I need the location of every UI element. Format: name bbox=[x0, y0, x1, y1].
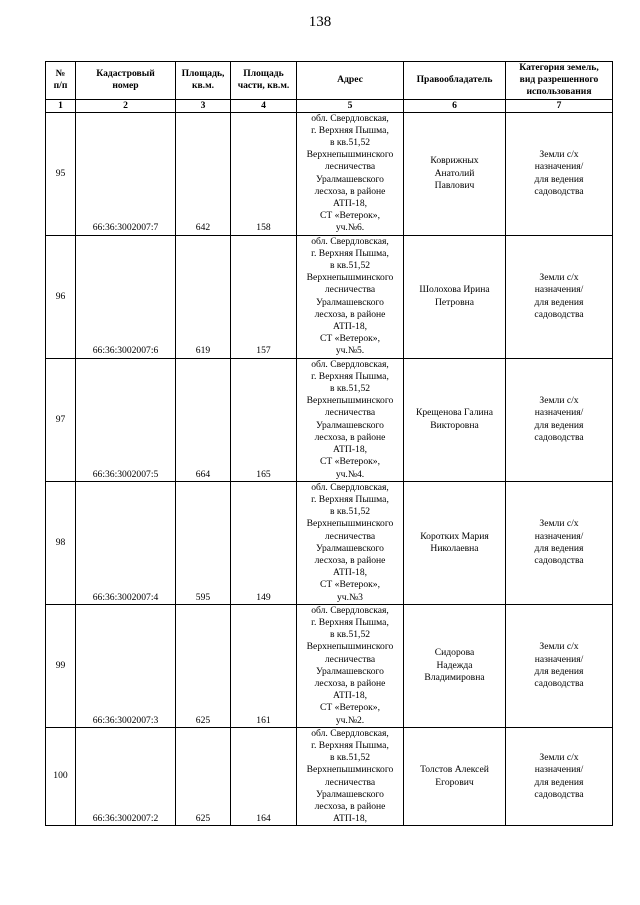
header-category bbox=[506, 62, 613, 100]
owner-cell-line: Толстов Алексей bbox=[420, 764, 489, 776]
category-cell-line: для ведения bbox=[534, 542, 584, 554]
address-cell-line: в кв.51,52 bbox=[329, 629, 371, 641]
table-row bbox=[46, 481, 613, 604]
address-cell-line: в кв.51,52 bbox=[329, 752, 371, 764]
owner-cell bbox=[404, 481, 506, 604]
address-cell-line: Верхнепышминского bbox=[306, 641, 394, 653]
category-cell-line: Земли с/х bbox=[539, 395, 579, 407]
cadastral-number: 66:36:3002007:7 bbox=[76, 112, 176, 235]
address-cell-line: лесничества bbox=[324, 776, 376, 788]
owner-cell bbox=[404, 358, 506, 481]
table-row bbox=[46, 727, 613, 826]
address-cell-line: АТП-18, bbox=[332, 813, 368, 825]
address-cell-line: Верхнепышминского bbox=[306, 764, 394, 776]
address-cell-line: г. Верхняя Пышма, bbox=[311, 616, 389, 628]
row-number: 96 bbox=[46, 235, 76, 358]
address-cell-line: Верхнепышминского bbox=[306, 518, 394, 530]
address-cell bbox=[297, 235, 404, 358]
header-address bbox=[297, 62, 404, 100]
category-cell-line: для ведения bbox=[534, 776, 584, 788]
address-cell-line: лесхоза, в районе bbox=[314, 431, 386, 443]
part-area-value: 165 bbox=[231, 358, 297, 481]
address-cell-line: обл. Свердловская, bbox=[311, 112, 389, 124]
row-number: 97 bbox=[46, 358, 76, 481]
category-cell bbox=[506, 235, 613, 358]
address-cell-line: Верхнепышминского bbox=[306, 272, 394, 284]
header-row bbox=[46, 62, 613, 100]
address-cell-line: г. Верхняя Пышма, bbox=[311, 739, 389, 751]
address-cell-line: обл. Свердловская, bbox=[311, 481, 389, 493]
header-line: номер bbox=[112, 80, 139, 92]
address-cell bbox=[297, 727, 404, 826]
category-cell-line: Земли с/х bbox=[539, 149, 579, 161]
page-number: 138 bbox=[308, 14, 332, 30]
address-cell-line: Уралмашевского bbox=[316, 296, 384, 308]
address-cell-line: лесхоза, в районе bbox=[314, 554, 386, 566]
address-cell-line: СТ «Ветерок», bbox=[319, 456, 380, 468]
owner-cell-line: Коврижных bbox=[430, 155, 479, 167]
owner-cell-line: Надежда bbox=[436, 659, 473, 671]
owner-cell-line: Егорович bbox=[435, 776, 474, 788]
column-number: 7 bbox=[506, 99, 613, 112]
address-cell-line: СТ «Ветерок», bbox=[319, 579, 380, 591]
address-cell-line: в кв.51,52 bbox=[329, 260, 371, 272]
category-cell-line: для ведения bbox=[534, 173, 584, 185]
owner-cell-line: Викторовна bbox=[430, 419, 479, 431]
table-row bbox=[46, 604, 613, 727]
address-cell-line: лесхоза, в районе bbox=[314, 308, 386, 320]
column-number-row bbox=[46, 99, 613, 112]
table-row bbox=[46, 235, 613, 358]
category-cell-line: назначения/ bbox=[534, 284, 584, 296]
category-cell-line: назначения/ bbox=[534, 530, 584, 542]
area-value: 625 bbox=[176, 604, 231, 727]
address-cell bbox=[297, 481, 404, 604]
address-cell-line: АТП-18, bbox=[332, 198, 368, 210]
address-cell-line: Уралмашевского bbox=[316, 788, 384, 800]
part-area-value: 149 bbox=[231, 481, 297, 604]
address-cell-line: г. Верхняя Пышма, bbox=[311, 370, 389, 382]
category-cell-line: для ведения bbox=[534, 665, 584, 677]
area-value: 595 bbox=[176, 481, 231, 604]
category-cell bbox=[506, 358, 613, 481]
category-cell bbox=[506, 112, 613, 235]
header-line: кв.м. bbox=[191, 80, 215, 92]
address-cell-line: АТП-18, bbox=[332, 690, 368, 702]
owner-cell-line: Петровна bbox=[434, 296, 474, 308]
column-number: 4 bbox=[231, 99, 297, 112]
address-cell-line: в кв.51,52 bbox=[329, 137, 371, 149]
address-cell-line: лесхоза, в районе bbox=[314, 677, 386, 689]
header-line: п/п bbox=[53, 80, 68, 92]
address-cell-line: лесхоза, в районе bbox=[314, 800, 386, 812]
cadastral-number: 66:36:3002007:3 bbox=[76, 604, 176, 727]
owner-cell bbox=[404, 235, 506, 358]
category-cell bbox=[506, 481, 613, 604]
column-number: 3 bbox=[176, 99, 231, 112]
category-cell bbox=[506, 604, 613, 727]
cadastral-number: 66:36:3002007:2 bbox=[76, 727, 176, 826]
address-cell-line: обл. Свердловская, bbox=[311, 358, 389, 370]
address-cell-line: г. Верхняя Пышма, bbox=[311, 493, 389, 505]
address-cell-line: обл. Свердловская, bbox=[311, 727, 389, 739]
header-num bbox=[46, 62, 76, 100]
header-line: вид разрешенного bbox=[519, 74, 599, 86]
header-line: Площадь bbox=[243, 68, 284, 80]
owner-cell bbox=[404, 727, 506, 826]
land-registry-table bbox=[45, 61, 613, 826]
category-cell-line: садоводства bbox=[534, 308, 584, 320]
address-cell-line: АТП-18, bbox=[332, 321, 368, 333]
row-number: 99 bbox=[46, 604, 76, 727]
table-row bbox=[46, 112, 613, 235]
area-value: 619 bbox=[176, 235, 231, 358]
header-line: Площадь, bbox=[181, 68, 225, 80]
cadastral-number: 66:36:3002007:4 bbox=[76, 481, 176, 604]
header-line: № bbox=[55, 68, 66, 80]
part-area-value: 161 bbox=[231, 604, 297, 727]
row-number: 98 bbox=[46, 481, 76, 604]
address-cell-line: в кв.51,52 bbox=[329, 383, 371, 395]
part-area-value: 164 bbox=[231, 727, 297, 826]
address-cell-line: лесничества bbox=[324, 530, 376, 542]
address-cell-line: в кв.51,52 bbox=[329, 506, 371, 518]
header-line: Категория земель, bbox=[519, 62, 599, 73]
address-cell-line: СТ «Ветерок», bbox=[319, 702, 380, 714]
address-cell-line: уч.№2. bbox=[335, 714, 365, 726]
category-cell-line: назначения/ bbox=[534, 653, 584, 665]
area-value: 625 bbox=[176, 727, 231, 826]
address-cell bbox=[297, 358, 404, 481]
area-value: 664 bbox=[176, 358, 231, 481]
address-cell-line: г. Верхняя Пышма, bbox=[311, 247, 389, 259]
column-number: 5 bbox=[297, 99, 404, 112]
category-cell-line: назначения/ bbox=[534, 764, 584, 776]
address-cell-line: лесничества bbox=[324, 407, 376, 419]
owner-cell-line: Николаевна bbox=[430, 542, 479, 554]
category-cell-line: назначения/ bbox=[534, 161, 584, 173]
owner-cell-line: Коротких Мария bbox=[420, 530, 489, 542]
part-area-value: 157 bbox=[231, 235, 297, 358]
address-cell-line: уч.№3 bbox=[337, 591, 363, 603]
owner-cell-line: Шолохова Ирина bbox=[419, 284, 490, 296]
header-line: Адрес bbox=[337, 74, 363, 86]
header-owner bbox=[404, 62, 506, 100]
address-cell-line: лесничества bbox=[324, 653, 376, 665]
area-value: 642 bbox=[176, 112, 231, 235]
category-cell-line: назначения/ bbox=[534, 407, 584, 419]
header-line: Правообладатель bbox=[416, 74, 493, 86]
header-cadastral bbox=[76, 62, 176, 100]
address-cell-line: г. Верхняя Пышма, bbox=[311, 124, 389, 136]
category-cell bbox=[506, 727, 613, 826]
address-cell-line: лесничества bbox=[324, 161, 376, 173]
address-cell-line: СТ «Ветерок», bbox=[319, 210, 380, 222]
owner-cell bbox=[404, 112, 506, 235]
address-cell-line: Уралмашевского bbox=[316, 542, 384, 554]
category-cell-line: для ведения bbox=[534, 296, 584, 308]
address-cell-line: лесничества bbox=[324, 284, 376, 296]
table-row bbox=[46, 358, 613, 481]
address-cell-line: Уралмашевского bbox=[316, 173, 384, 185]
address-cell-line: обл. Свердловская, bbox=[311, 604, 389, 616]
header-area bbox=[176, 62, 231, 100]
header-line: части, кв.м. bbox=[237, 80, 290, 92]
category-cell-line: Земли с/х bbox=[539, 518, 579, 530]
owner-cell bbox=[404, 604, 506, 727]
address-cell-line: уч.№4. bbox=[335, 468, 365, 480]
column-number: 6 bbox=[404, 99, 506, 112]
category-cell-line: Земли с/х bbox=[539, 641, 579, 653]
address-cell-line: Уралмашевского bbox=[316, 419, 384, 431]
category-cell-line: садоводства bbox=[534, 554, 584, 566]
address-cell-line: уч.№6. bbox=[335, 222, 365, 234]
address-cell-line: СТ «Ветерок», bbox=[319, 333, 380, 345]
address-cell-line: уч.№5. bbox=[335, 345, 365, 357]
owner-cell-line: Крещенова Галина bbox=[415, 407, 494, 419]
owner-cell-line: Анатолий bbox=[434, 167, 475, 179]
address-cell bbox=[297, 112, 404, 235]
header-line: Кадастровый bbox=[96, 68, 155, 80]
owner-cell-line: Павлович bbox=[434, 179, 475, 191]
category-cell-line: для ведения bbox=[534, 419, 584, 431]
address-cell-line: обл. Свердловская, bbox=[311, 235, 389, 247]
address-cell-line: лесхоза, в районе bbox=[314, 185, 386, 197]
column-number: 2 bbox=[76, 99, 176, 112]
category-cell-line: Земли с/х bbox=[539, 272, 579, 284]
address-cell bbox=[297, 604, 404, 727]
category-cell-line: Земли с/х bbox=[539, 752, 579, 764]
cadastral-number: 66:36:3002007:6 bbox=[76, 235, 176, 358]
address-cell-line: Верхнепышминского bbox=[306, 149, 394, 161]
address-cell-line: АТП-18, bbox=[332, 444, 368, 456]
address-cell-line: Верхнепышминского bbox=[306, 395, 394, 407]
row-number: 100 bbox=[46, 727, 76, 826]
header-part-area bbox=[231, 62, 297, 100]
owner-cell-line: Сидорова bbox=[434, 647, 475, 659]
table-body bbox=[46, 112, 613, 826]
part-area-value: 158 bbox=[231, 112, 297, 235]
column-number: 1 bbox=[46, 99, 76, 112]
category-cell-line: садоводства bbox=[534, 677, 584, 689]
category-cell-line: садоводства bbox=[534, 185, 584, 197]
cadastral-number: 66:36:3002007:5 bbox=[76, 358, 176, 481]
row-number: 95 bbox=[46, 112, 76, 235]
category-cell-line: садоводства bbox=[534, 431, 584, 443]
address-cell-line: АТП-18, bbox=[332, 567, 368, 579]
address-cell-line: Уралмашевского bbox=[316, 665, 384, 677]
owner-cell-line: Владимировна bbox=[424, 671, 485, 683]
header-line: использования bbox=[526, 86, 592, 98]
category-cell-line: садоводства bbox=[534, 788, 584, 800]
